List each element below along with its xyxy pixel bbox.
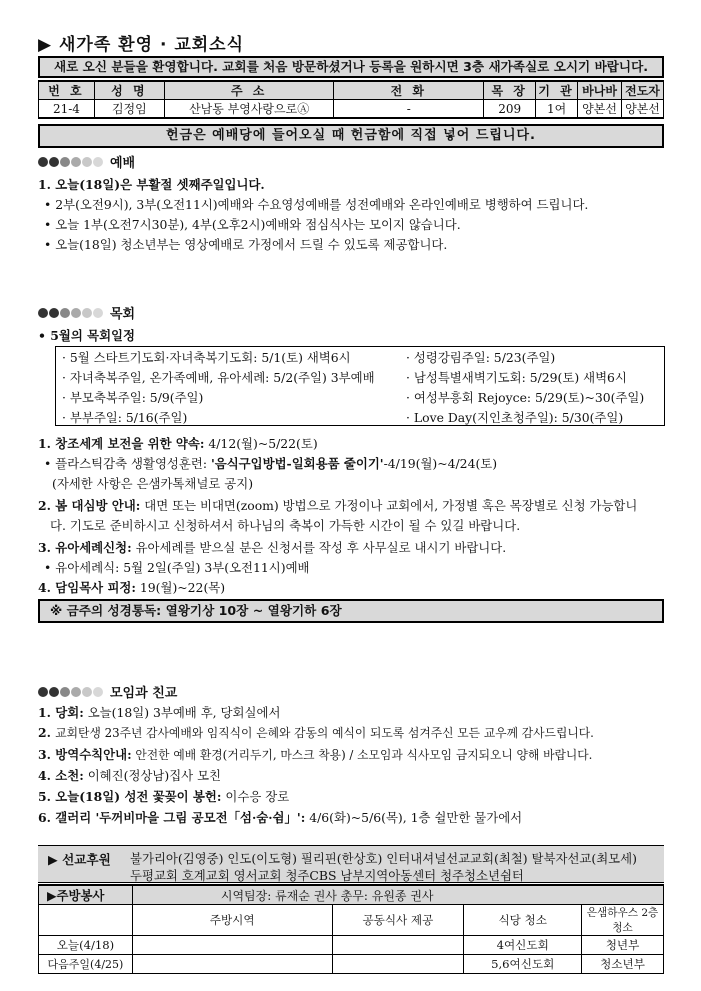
header-cell: 목 장	[484, 81, 536, 100]
cell: 오늘(4/18)	[39, 936, 133, 955]
header-cell: 번 호	[39, 81, 95, 100]
cell: -	[334, 100, 484, 119]
header-cell: 주 소	[164, 81, 334, 100]
ministry-item-1-bullet: • 플라스틱감축 생활영성훈련: '음식구입방법-일회용품 줄이기'-4/19(월)~4/24(토)	[44, 456, 498, 471]
schedule-item: · 부부주일: 5/16(주일)	[62, 410, 188, 425]
header-cell: 전 화	[334, 81, 484, 100]
ministry-item-3-sub: • 유아세례식: 5월 2일(주일) 3부(오전11시)예배	[44, 560, 310, 575]
worship-bullet: • 오늘(18일) 청소년부는 영상예배로 가정에서 드릴 수 있도록 제공합니다.	[44, 237, 448, 252]
schedule-item: · 5월 스타트기도회·자녀축복기도회: 5/1(토) 새벽6시	[62, 350, 351, 365]
cell: 양본선	[578, 100, 622, 119]
worship-item-1: 1. 오늘(18일)은 부활절 셋째주일입니다.	[38, 177, 265, 192]
dots-icon	[38, 686, 104, 701]
header-cell: 전도자	[622, 81, 664, 100]
mission-support-box	[38, 845, 664, 883]
ministry-item-2-cont: 다. 기도로 준비하시고 신청하셔서 하나님의 축복이 가득한 시간이 될 수 있길 바랍니다.	[50, 518, 521, 533]
mission-line: 두평교회 호계교회 영서교회 청주CBS 남부지역아동센터 청주청소년쉼터	[130, 868, 524, 883]
cell: 양본선	[622, 100, 664, 119]
worship-bullet: • 2부(오전9시), 3부(오전11시)예배와 수요영성예배를 성전예배와 온라인예배로 병행하여 드립니다.	[44, 197, 589, 212]
ministry-item-3: 3. 유아세례신청: 유아세례를 받으실 분은 신청서를 작성 후 사무실로 내시기 바랍니다.	[38, 540, 507, 555]
kitchen-row	[39, 936, 664, 955]
header-cell: 바나바	[578, 81, 622, 100]
cash-notice: 헌금은 예배당에 들어오실 때 헌금함에 직접 넣어 드립니다.	[38, 124, 664, 148]
header-cell: 은샘하우스 2층 청소	[582, 905, 664, 936]
kitchen-row	[39, 955, 664, 974]
cell: 김정임	[94, 100, 164, 119]
bible-reading-banner: ※ 금주의 성경통독: 열왕기상 10장 ~ 열왕기하 6장	[38, 599, 664, 623]
cell: 5,6여신도회	[464, 955, 582, 974]
schedule-item: · 여성부흥회 Rejoyce: 5/29(토)~30(주일)	[406, 390, 645, 405]
header-cell: 식당 청소	[464, 905, 582, 936]
fellowship-item: 3. 방역수칙안내: 안전한 예배 환경(거리두기, 마스크 착용) / 소모임과 식사모임 금지되오니 양해 바랍니다.	[38, 747, 593, 762]
welcome-banner: 새로 오신 분들을 환영합니다. 교회를 처음 방문하셨거나 등록을 원하시면 3층 새가족실로 오시기 바랍니다.	[38, 56, 664, 78]
may-schedule-box	[55, 346, 665, 426]
cell	[332, 955, 464, 974]
fellowship-heading: 모임과 친교	[38, 682, 177, 701]
ministry-heading: 목회	[38, 303, 135, 322]
header-cell	[39, 905, 133, 936]
kitchen-header-row	[39, 905, 664, 936]
cell	[332, 936, 464, 955]
ministry-item-1: 1. 창조세계 보전을 위한 약속: 4/12(월)~5/22(토)	[38, 436, 318, 451]
cell: 청년부	[582, 936, 664, 955]
schedule-item: · 남성특별새벽기도회: 5/29(토) 새벽6시	[406, 370, 627, 385]
cell: 산남동 부영사랑으로Ⓐ	[164, 100, 334, 119]
ministry-item-2: 2. 봄 대심방 안내: 대면 또는 비대면(zoom) 방법으로 가정이나 교회에서, 가정별 혹은 목장별로 신청 가능합니	[38, 498, 638, 513]
fellowship-item: 4. 소천: 이혜진(정상남)집사 모친	[38, 768, 222, 783]
mission-line: 불가리아(김영중) 인도(이도형) 필리핀(한상호) 인터내셔널선교교회(최철) 탈북자선교(최모세)	[130, 851, 637, 866]
may-schedule-title: • 5월의 목회일정	[38, 328, 135, 343]
kitchen-label: ▶주방봉사	[39, 885, 133, 905]
cell: 4여신도회	[464, 936, 582, 955]
worship-bullet: • 오늘 1부(오전7시30분), 4부(오후2시)예배와 점심식사는 모이지 않습니다.	[44, 217, 461, 232]
header-cell: 주방시역	[132, 905, 332, 936]
dots-icon	[38, 307, 104, 322]
kitchen-leaders: 시역팀장: 류재순 권사 총무: 유원종 권사	[132, 885, 663, 905]
newcomer-row	[39, 100, 664, 119]
cell: 다음주일(4/25)	[39, 955, 133, 974]
cell: 209	[484, 100, 536, 119]
cell: 21-4	[39, 100, 95, 119]
schedule-item: · 성령강림주일: 5/23(주일)	[406, 350, 556, 365]
kitchen-title-row	[39, 885, 664, 905]
schedule-item: · 자녀축복주일, 온가족예배, 유아세례: 5/2(주일) 3부예배	[62, 370, 375, 385]
cell: 1여	[536, 100, 578, 119]
kitchen-service-table	[38, 884, 664, 974]
schedule-item: · Love Day(지인초청주일): 5/30(주일)	[406, 410, 624, 425]
dots-icon	[38, 156, 104, 171]
newcomer-table	[38, 80, 664, 119]
fellowship-item: 1. 당회: 오늘(18일) 3부예배 후, 당회실에서	[38, 705, 281, 720]
cell	[132, 936, 332, 955]
cell	[132, 955, 332, 974]
fellowship-item: 6. 갤러리 '두꺼비마을 그림 공모전「섬·숨·쉼」': 4/6(화)~5/6(목), 1층 쉴만한 물가에서	[38, 810, 523, 825]
header-cell: 성 명	[94, 81, 164, 100]
ministry-item-1-sub: (자세한 사항은 은샘카톡채널로 공지)	[52, 476, 254, 491]
newcomer-header-row	[39, 81, 664, 100]
header-cell: 기 관	[536, 81, 578, 100]
worship-heading: 예배	[38, 152, 135, 171]
mission-label: ▶ 선교후원	[48, 852, 111, 867]
cell: 청소년부	[582, 955, 664, 974]
header-cell: 공동식사 제공	[332, 905, 464, 936]
section-title: ▶ 새가족 환영 · 교회소식	[38, 35, 245, 55]
schedule-item: · 부모축복주일: 5/9(주일)	[62, 390, 204, 405]
ministry-item-4: 4. 담임목사 피정: 19(월)~22(목)	[38, 580, 226, 595]
fellowship-item: 5. 오늘(18일) 성전 꽃꽂이 봉헌: 이수응 장로	[38, 789, 290, 804]
fellowship-item: 2. 교회탄생 23주년 감사예배와 임직식이 은혜와 감동의 예식이 되도록 섬겨주신 모든 교우께 감사드립니다.	[38, 725, 594, 740]
